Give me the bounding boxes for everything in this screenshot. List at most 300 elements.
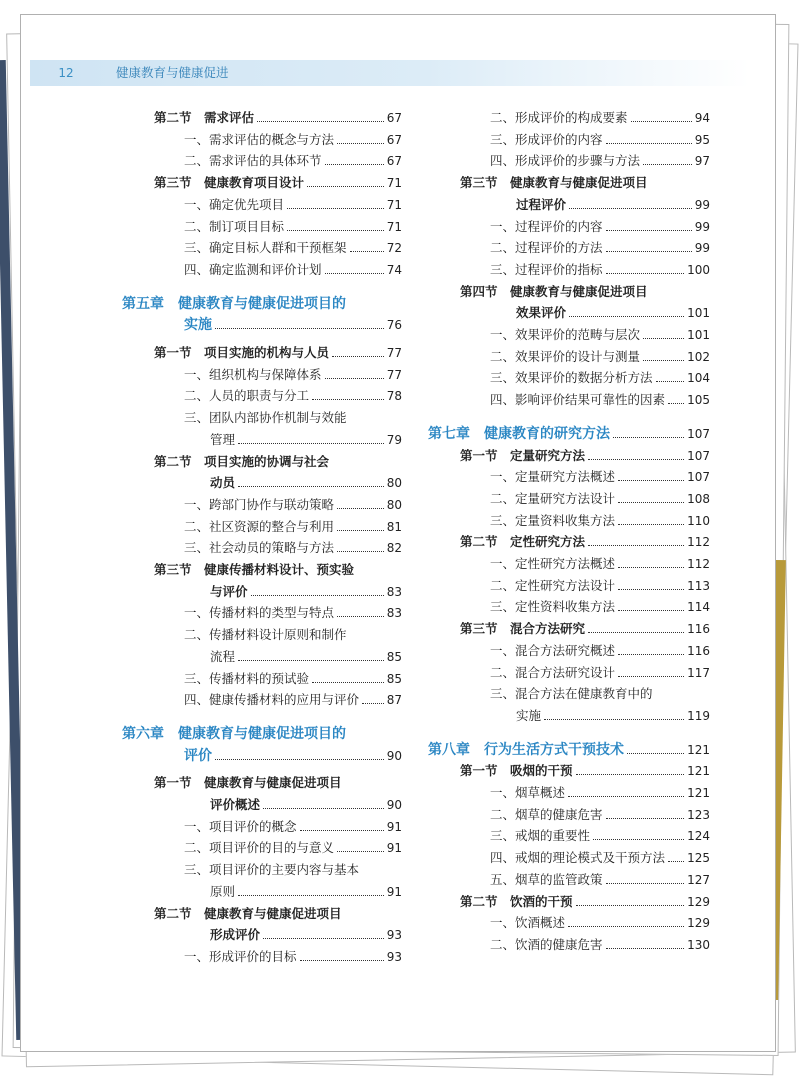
toc-entry-text: 三、团队内部协作机制与效能 [184,410,347,426]
toc-section-entry [154,169,402,191]
toc-section-entry [460,278,710,300]
toc-item-entry [490,822,710,844]
dot-leader [337,551,384,552]
toc-entry-text: 二、需求评估的具体环节 [184,153,322,169]
toc-item-entry [184,856,402,878]
toc-item-entry [490,866,710,888]
toc-entry-title [490,665,615,681]
toc-item-entry [184,599,402,621]
dot-leader [618,589,684,590]
toc-item-entry [184,256,402,278]
toc-entry-text: 效果评价 [516,305,567,321]
dot-leader [568,926,684,927]
toc-entry-text: 原则 [210,883,236,899]
toc-page-number: 130 [687,937,710,952]
toc-entry-text: 一、定量研究方法概述 [490,469,616,485]
toc-entry-label: 第一节 [154,345,205,360]
toc-entry-title [154,906,342,922]
toc-entry-title [210,584,248,600]
toc-item-entry [184,234,402,256]
toc-entry-text: 管理 [210,431,236,447]
toc-item-entry [184,665,402,687]
toc-item-entry [184,813,402,835]
toc-entry-title [210,927,260,943]
toc-section-entry [154,900,402,922]
dot-leader [656,381,685,382]
toc-page-number: 116 [687,622,710,637]
toc-section-entry [460,169,710,191]
toc-entry-text: 二、制订项目目标 [184,218,285,234]
toc-page-number: 77 [386,367,402,382]
toc-entry-title [184,153,322,169]
toc-page-number: 94 [694,111,710,125]
toc-chapter-entry [428,420,710,442]
dot-leader [576,774,685,775]
toc-entry-text: 二、传播材料设计原则和制作 [184,627,347,643]
dot-leader [576,905,685,906]
toc-entry-title [490,327,640,343]
toc-item-entry [490,909,710,931]
toc-section-entry [460,528,710,550]
toc-entry-text: 二、项目评价的目的与意义 [184,840,335,856]
toc-entry-title [210,649,235,665]
toc-entry-title [184,497,334,513]
dot-leader [215,759,384,760]
toc-entry-text: 二、烟草的健康危害 [490,806,603,822]
toc-entry-title [210,432,235,448]
toc-item-entry [184,361,402,383]
toc-page-number: 99 [694,219,710,234]
toc-entry-text: 健康教育与健康促进项目的 [178,295,346,312]
dot-leader [325,378,384,379]
toc-page-number: 127 [687,872,710,887]
toc-entry-label: 第二节 [154,905,205,921]
toc-section-entry [154,448,402,470]
toc-section-entry [210,921,402,943]
toc-item-entry [490,680,710,702]
toc-item-entry [184,686,402,708]
toc-page-number: 97 [694,154,710,169]
toc-section-entry [516,299,710,321]
toc-page-number: 80 [386,497,402,512]
toc-page-number: 91 [386,884,402,899]
toc-item-entry [184,404,402,426]
toc-entry-title [184,540,334,556]
page-header [30,60,750,86]
toc-item-entry [490,256,710,278]
toc-section-entry [210,791,402,813]
toc-entry-title [184,410,347,426]
dot-leader [337,530,384,531]
toc-page-number: 71 [386,176,402,191]
dot-leader [263,808,384,809]
toc-entry-title [490,915,565,931]
running-title: 健康教育与健康促进 [116,65,229,80]
toc-entry-text: 一、需求评估的概念与方法 [184,131,335,147]
dot-leader [606,818,685,819]
toc-entry-title [184,219,284,235]
toc-page-number: 74 [386,262,402,277]
toc-item-entry [490,213,710,235]
toc-entry-title [184,317,212,333]
toc-entry-title [184,388,309,404]
toc-entry-label: 第二节 [154,110,205,125]
dot-leader [300,830,384,831]
toc-entry-text: 健康教育与健康促进项目的 [178,725,346,742]
dot-leader [643,338,684,339]
toc-entry-title [516,305,566,321]
toc-entry-text: 四、形成评价的步骤与方法 [490,153,641,169]
toc-page-number: 107 [687,448,710,463]
toc-entry-text: 二、过程评价的方法 [490,240,603,256]
toc-item-entry [490,931,710,953]
toc-item-entry [490,572,710,594]
toc-page-number: 83 [386,584,402,599]
dot-leader [238,895,384,896]
toc-entry-title [490,937,603,953]
toc-entry-text: 行为生活方式干预技术 [484,741,624,758]
toc-entry-label: 第一节 [460,447,511,463]
toc-entry-text: 形成评价 [210,927,261,943]
dot-leader [668,861,684,862]
toc-page-number: 107 [687,470,710,485]
toc-entry-text: 一、形成评价的目标 [184,948,297,964]
dot-leader [238,660,384,661]
toc-section-entry [154,339,402,361]
toc-page-number: 101 [687,306,710,321]
toc-item-entry [184,191,402,213]
dot-leader [618,480,684,481]
toc-page-number: 123 [687,807,710,822]
toc-entry-text: 定量研究方法 [510,447,586,463]
toc-item-entry [184,834,402,856]
toc-chapter-entry [122,290,402,312]
toc-entry-text: 一、定性研究方法概述 [490,556,616,571]
toc-entry-text: 三、定量资料收集方法 [490,512,616,528]
toc-page-number: 114 [687,600,710,615]
toc-entry-text: 五、烟草的监管政策 [490,871,603,887]
toc-page-number: 129 [687,894,710,909]
toc-page-number: 72 [386,241,402,256]
toc-item-entry [210,426,402,448]
toc-entry-title [184,197,284,213]
dot-leader [606,251,692,252]
toc-section-entry [516,191,710,213]
toc-item-entry [490,386,710,408]
toc-entry-text: 健康教育项目设计 [204,175,305,191]
toc-entry-title [490,556,615,572]
toc-entry-text: 健康教育的研究方法 [484,425,610,442]
toc-entry-label: 第五章 [122,295,178,312]
toc-entry-title [460,284,648,300]
toc-entry-text: 三、确定目标人群和干预框架 [184,240,347,256]
toc-entry-title [184,748,212,764]
toc-entry-title [490,807,603,823]
toc-entry-title [490,132,603,148]
toc-entry-text: 实施 [184,317,212,334]
dot-leader [606,273,685,274]
toc-entry-text: 实施 [516,707,542,723]
dot-leader [588,545,684,546]
toc-chapter-entry [122,720,402,742]
toc-page-number: 129 [687,916,710,931]
toc-entry-title [490,578,615,594]
toc-entry-label: 第三节 [154,175,205,191]
toc-page-number: 91 [386,841,402,856]
toc-item-entry [516,702,710,724]
toc-entry-label: 第七章 [428,425,484,442]
toc-entry-title [460,894,573,910]
toc-entry-title [428,426,610,442]
toc-page-number: 79 [386,432,402,447]
toc-entry-text: 二、定性研究方法设计 [490,577,616,593]
toc-entry-title [154,562,354,578]
toc-entry-text: 三、项目评价的主要内容与基本 [184,862,360,878]
toc-entry-text: 评价概述 [210,797,261,812]
toc-section-entry [210,578,402,600]
toc-entry-title [184,605,334,621]
dot-leader [337,143,384,144]
toc-page-number: 104 [687,371,710,386]
toc-entry-label: 第三节 [154,562,205,577]
toc-section-entry [154,556,402,578]
dot-leader [668,403,684,404]
dot-leader [588,459,684,460]
dot-leader [631,121,692,122]
dot-leader [307,186,384,187]
toc-entry-text: 三、社会动员的策略与方法 [184,540,335,556]
toc-page-number: 107 [687,426,710,441]
dot-leader [325,273,384,274]
toc-section-entry [460,442,710,464]
toc-entry-title [460,763,573,779]
dot-leader [618,502,684,503]
toc-entry-text: 一、传播材料的类型与特点 [184,605,335,621]
toc-page-number: 112 [687,535,710,550]
toc-entry-text: 二、效果评价的设计与测量 [490,348,641,364]
dot-leader [593,839,684,840]
toc-entry-title [184,840,334,856]
toc-item-entry [184,126,402,148]
toc-item-entry [184,382,402,404]
toc-chapter-entry [184,311,402,333]
toc-section-entry [210,469,402,491]
toc-item-entry [490,485,710,507]
toc-section-entry [460,757,710,779]
toc-entry-text: 三、效果评价的数据分析方法 [490,370,653,386]
toc-entry-label: 第三节 [460,621,511,637]
toc-entry-text: 项目实施的机构与人员 [204,345,330,360]
toc-entry-title [210,884,235,900]
toc-page-number: 85 [386,671,402,686]
toc-entry-text: 二、饮酒的健康危害 [490,936,603,952]
dot-leader [337,851,384,852]
toc-item-entry [490,593,710,615]
toc-entry-title [460,534,585,550]
toc-entry-text: 定性研究方法 [510,534,586,550]
toc-entry-title [184,862,359,878]
toc-entry-title [490,513,615,529]
toc-entry-title [428,742,624,758]
toc-entry-title [184,949,297,965]
toc-entry-label: 第四节 [460,283,511,299]
dot-leader [251,595,384,596]
dot-leader [618,654,684,655]
toc-page-number: 93 [386,928,402,943]
toc-entry-text: 四、健康传播材料的应用与评价 [184,692,360,708]
toc-item-entry [490,104,710,126]
toc-entry-title [184,627,347,643]
toc-chapter-entry [428,736,710,758]
toc-item-entry [490,147,710,169]
toc-item-entry [490,659,710,681]
toc-page-number: 80 [386,476,402,491]
toc-item-entry [184,513,402,535]
dot-leader [606,143,692,144]
toc-entry-title [490,349,640,365]
dot-leader [588,632,684,633]
toc-entry-text: 动员 [210,475,236,491]
dot-leader [618,676,684,677]
page-number: 12 [58,66,74,80]
toc-entry-label: 第二节 [154,453,205,469]
toc-page-number: 110 [687,513,710,528]
toc-entry-title [490,686,653,702]
toc-page-number: 95 [694,132,710,147]
toc-item-entry [184,943,402,965]
dot-leader [618,524,684,525]
toc-item-entry [184,147,402,169]
toc-entry-title [184,262,322,278]
toc-page-number: 116 [687,643,710,658]
toc-entry-title [154,775,342,791]
toc-item-entry [210,643,402,665]
toc-entry-text: 三、传播材料的预试验 [184,670,310,686]
toc-entry-text: 健康教育与健康促进项目 [204,905,342,921]
toc-entry-title [490,240,603,256]
toc-entry-text: 二、定量研究方法设计 [490,490,616,506]
toc-entry-title [490,153,640,169]
toc-entry-text: 过程评价 [516,196,567,212]
toc-entry-text: 评价 [184,747,212,764]
toc-entry-text: 三、定性资料收集方法 [490,599,616,615]
toc-page-number: 124 [687,829,710,844]
toc-item-entry [490,507,710,529]
dot-leader [569,208,692,209]
toc-entry-title [184,132,334,148]
dot-leader [332,356,384,357]
toc-entry-title [490,828,590,844]
toc-entry-text: 四、影响评价结果可靠性的因素 [490,392,666,408]
toc-entry-label: 第三节 [460,175,511,191]
dot-leader [312,682,384,683]
toc-entry-text: 三、戒烟的重要性 [490,828,591,844]
toc-entry-text: 一、混合方法研究概述 [490,642,616,658]
toc-entry-text: 饮酒的干预 [510,893,573,909]
toc-entry-title [490,392,665,408]
toc-item-entry [490,126,710,148]
toc-entry-text: 三、过程评价的指标 [490,261,603,277]
toc-entry-title [490,850,665,866]
toc-page-number: 93 [386,949,402,964]
toc-entry-title [460,175,648,191]
toc-page-number: 90 [386,748,402,763]
toc-page-number: 71 [386,197,402,212]
toc-page-number: 108 [687,491,710,506]
toc-item-entry [184,213,402,235]
toc-page-number: 99 [694,197,710,212]
toc-item-entry [490,234,710,256]
toc-entry-title [490,219,603,235]
dot-leader [337,508,384,509]
toc-entry-title [460,621,585,637]
toc-entry-text: 健康教育与健康促进项目 [204,775,342,791]
toc-entry-title [122,726,346,742]
toc-item-entry [184,491,402,513]
toc-entry-text: 四、确定监测和评价计划 [184,261,322,277]
toc-entry-title [490,491,615,507]
toc-chapter-entry [184,742,402,764]
toc-page-number: 83 [386,606,402,621]
toc-entry-title [490,785,565,801]
toc-page-number: 105 [687,393,710,408]
dot-leader [643,164,692,165]
toc-page-number: 82 [386,541,402,556]
toc-entry-title [184,367,322,383]
toc-entry-text: 健康教育与健康促进项目 [510,175,648,191]
dot-leader [643,360,684,361]
toc-entry-label: 第六章 [122,725,178,742]
toc-section-entry [460,888,710,910]
dot-leader [287,230,384,231]
toc-entry-text: 一、烟草概述 [490,785,566,800]
dot-leader [606,230,692,231]
toc-page-number: 99 [694,241,710,256]
toc-entry-title [490,370,653,386]
toc-page-number: 125 [687,851,710,866]
dot-leader [606,883,685,884]
dot-leader [257,121,384,122]
toc-entry-text: 一、饮酒概述 [490,915,566,931]
toc-page-number: 81 [386,519,402,534]
toc-entry-text: 二、人员的职责与分工 [184,388,310,404]
toc-entry-text: 四、戒烟的理论模式及干预方法 [490,850,666,866]
toc-item-entry [184,534,402,556]
toc-page-number: 117 [687,665,710,680]
toc-page-number: 113 [687,578,710,593]
toc-page-number: 76 [386,318,402,333]
dot-leader [613,437,684,438]
toc-entry-title [154,345,329,361]
dot-leader [263,938,384,939]
toc-page-number: 101 [687,328,710,342]
dot-leader [569,316,684,317]
toc-entry-label: 第二节 [460,534,511,550]
dot-leader [618,610,684,611]
toc-entry-text: 吸烟的干预 [510,763,573,779]
toc-entry-text: 与评价 [210,583,248,599]
toc-entry-text: 一、过程评价的内容 [490,218,603,234]
toc-entry-title [154,110,254,126]
toc-page-number: 100 [687,262,710,277]
dot-leader [325,164,384,165]
toc-entry-title [516,708,541,724]
toc-page-number: 119 [687,708,710,723]
toc-entry-title [490,643,615,659]
toc-entry-text: 二、混合方法研究设计 [490,664,616,680]
toc-item-entry [184,621,402,643]
toc-page-number: 67 [386,132,402,147]
